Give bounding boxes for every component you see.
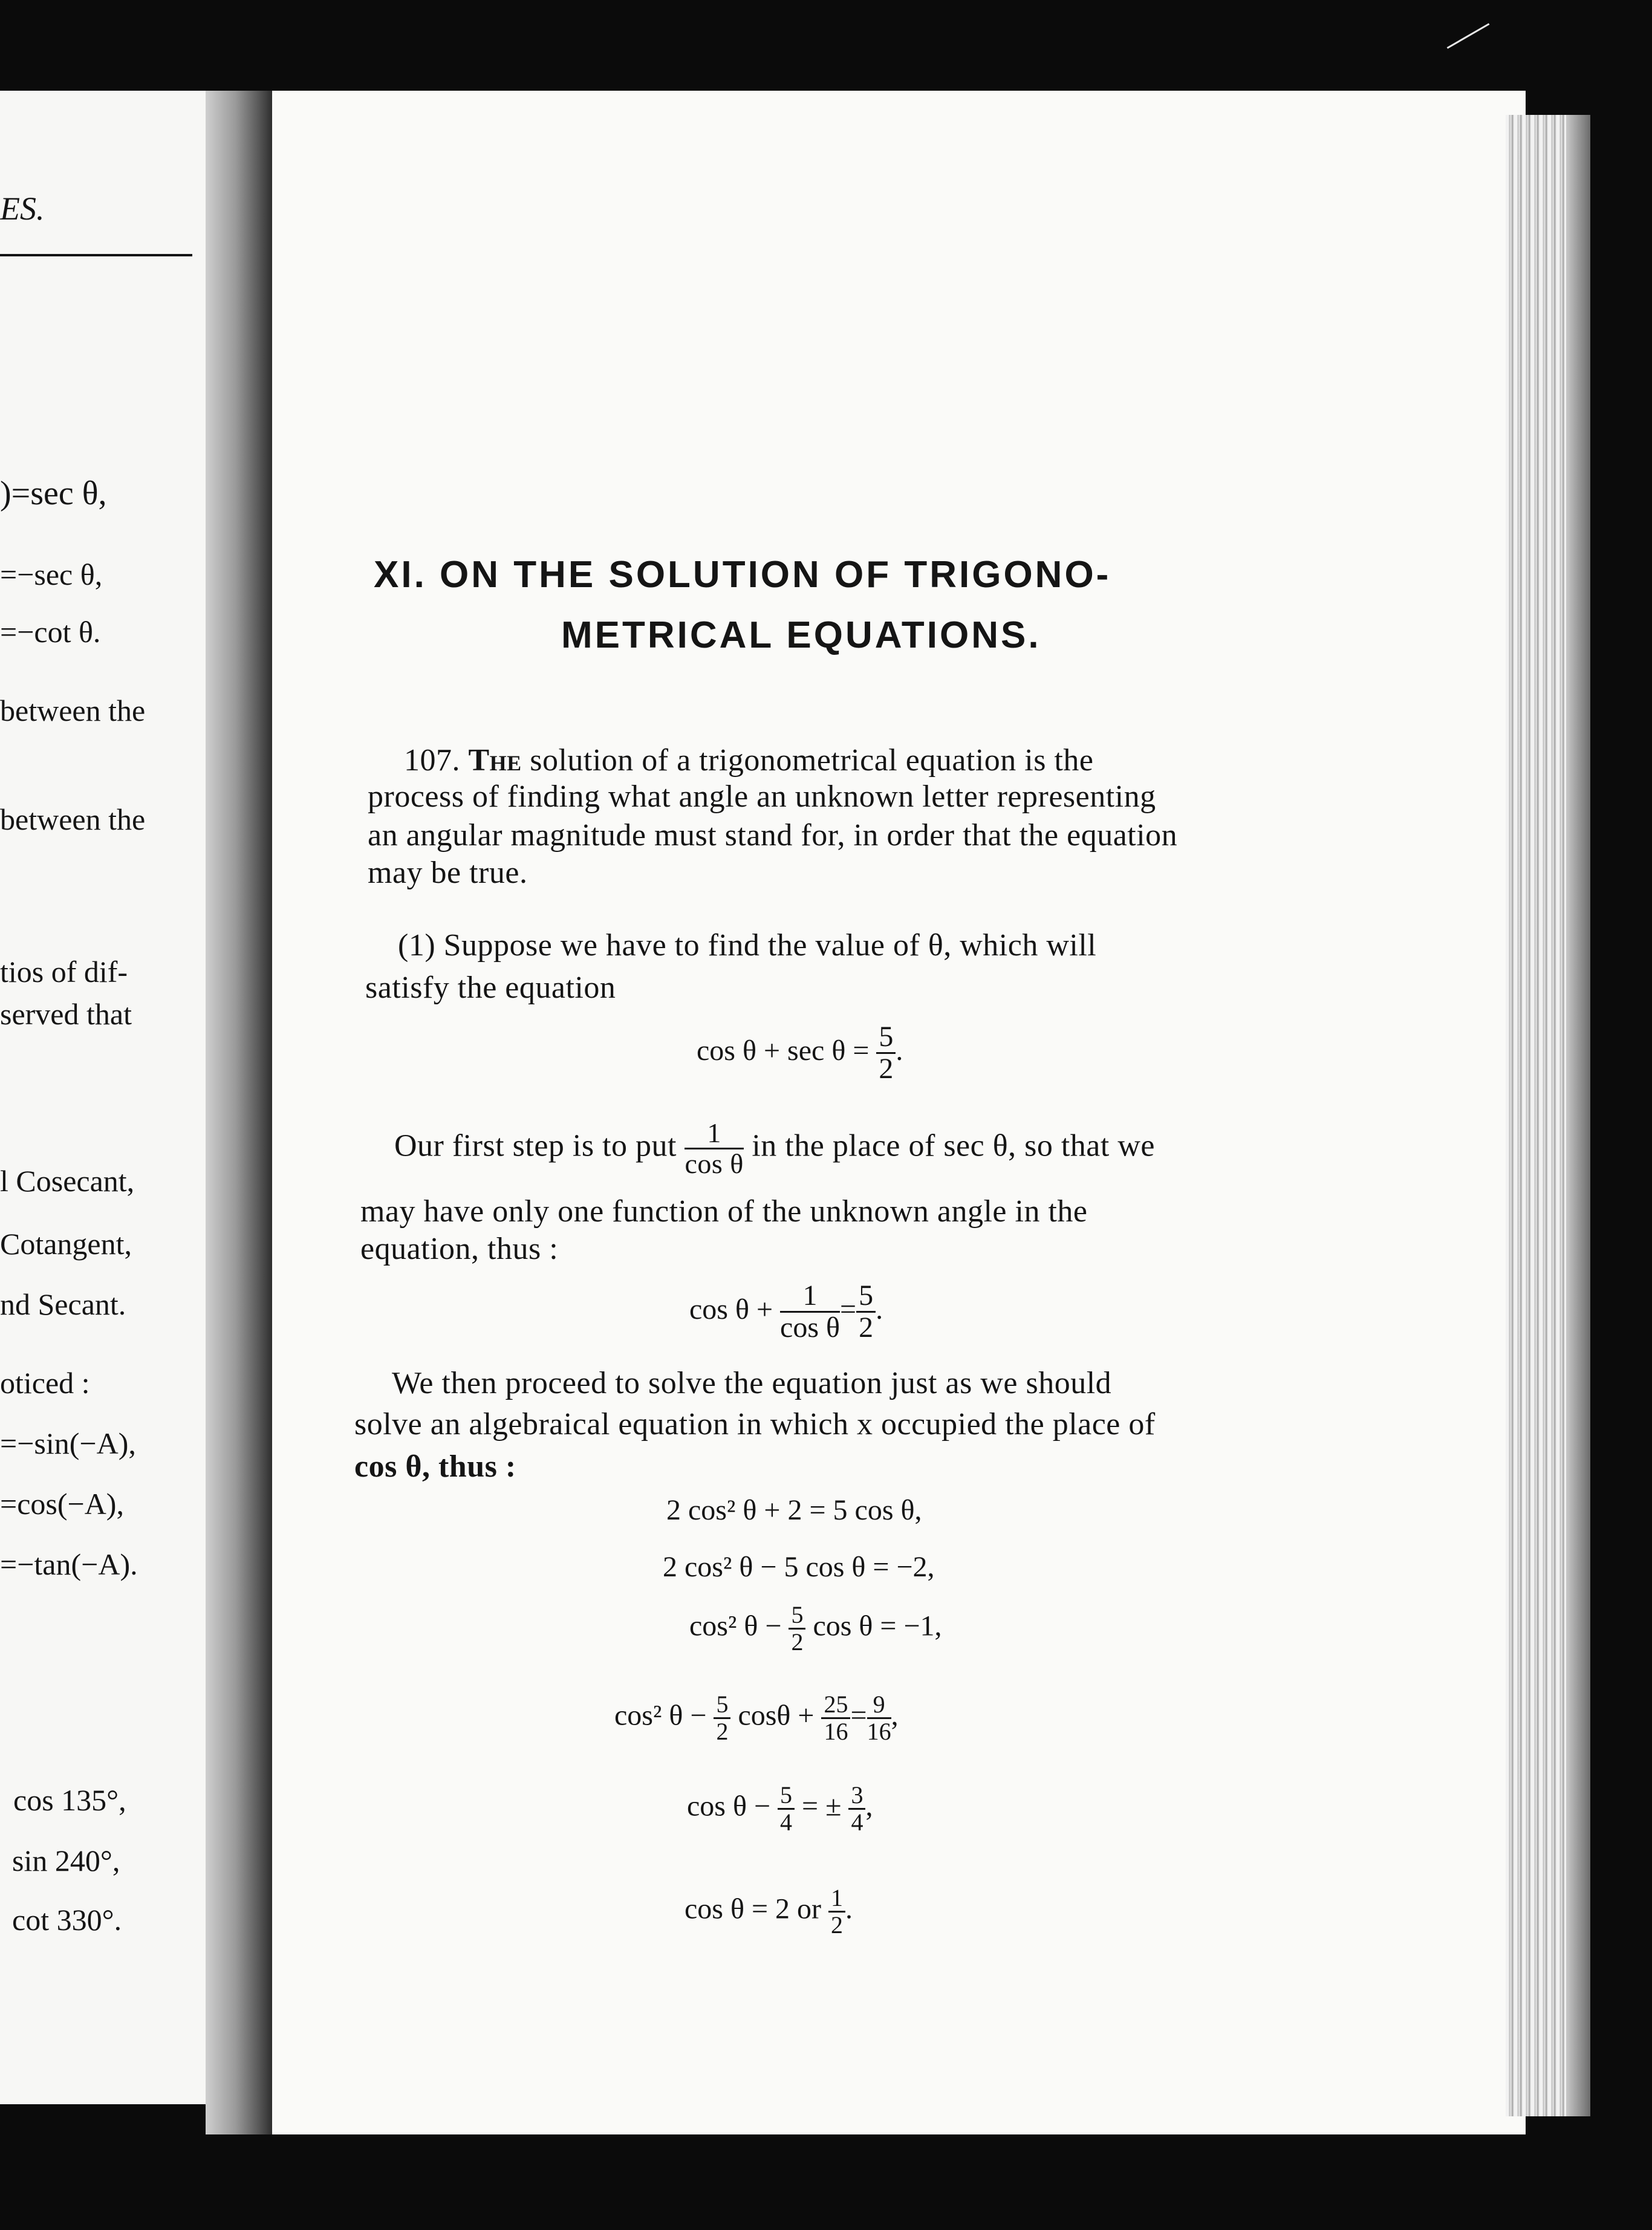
paragraph-line: process of finding what angle an unknown letter representing [368, 779, 1156, 814]
paragraph-line: may be true. [368, 856, 528, 890]
left-line: cot 330°. [12, 1903, 122, 1937]
left-line: between the [0, 694, 146, 727]
paragraph-line: satisfy the equation [365, 970, 616, 1005]
left-line: )=sec θ, [0, 475, 107, 512]
left-line: =−sin(−A), [0, 1426, 136, 1460]
book-gutter [206, 91, 272, 2134]
paragraph-line [404, 745, 1094, 776]
paragraph-line: (1) Suppose we have to find the value of θ, which will [398, 928, 1097, 963]
fraction: $\frac{5}{2}$ [789, 1602, 805, 1655]
left-line: =−sec θ, [0, 558, 103, 591]
equation-end: . [896, 1034, 903, 1067]
chapter-heading: XI. ON THE SOLUTION OF TRIGONO- [374, 554, 1111, 596]
solution-step: cos θ = 2 or $\frac{1}{2}$ . [685, 1884, 853, 1939]
fraction: $\frac{5}{2}$ [856, 1281, 876, 1344]
equals-sign: = [840, 1293, 857, 1325]
left-line: tios of dif- [0, 955, 128, 989]
left-line: =−cot θ. [0, 615, 101, 649]
fraction: $\frac{1}{2}$ [828, 1885, 845, 1938]
left-line: l Cosecant, [0, 1164, 135, 1198]
left-line: nd Secant. [0, 1287, 126, 1321]
equation-end: . [876, 1293, 883, 1325]
fraction: $\frac{5}{4}$ [778, 1783, 795, 1835]
fraction: $\frac{1}{\text{cos θ}}$ [780, 1279, 841, 1344]
equation [697, 1022, 903, 1085]
book-edge [1566, 115, 1590, 2116]
solution-step: cos θ − $\frac{5}{4}$ = ± $\frac{3}{4}$ , [687, 1781, 873, 1836]
left-line: oticed : [0, 1366, 90, 1400]
fraction: $\frac{3}{4}$ [848, 1783, 865, 1835]
left-line: Cotangent, [0, 1227, 132, 1261]
left-line: =−tan(−A). [0, 1547, 138, 1581]
left-line: =cos(−A), [0, 1487, 124, 1521]
paragraph-text: in the place of sec θ, so that we [752, 1128, 1155, 1163]
section-number: 107. [404, 743, 460, 778]
paragraph-text: solution of a trigonometrical equation is the [530, 743, 1094, 778]
equation-lhs: cos θ + [689, 1293, 773, 1325]
fraction: $\frac{5}{2}$ [876, 1022, 896, 1085]
paragraph-line [394, 1119, 1155, 1179]
fraction: $\frac{5}{2}$ [714, 1692, 730, 1744]
solution-step: 2 cos² θ + 2 = 5 cos θ, [666, 1494, 922, 1526]
lead-word: The [468, 743, 522, 778]
fraction: $\frac{1}{\text{cos θ}}$ [685, 1117, 744, 1180]
paragraph-line: equation, thus : [360, 1232, 559, 1266]
paragraph-line: cos θ, thus : [354, 1449, 516, 1484]
solution-step: 2 cos² θ − 5 cos θ = −2, [663, 1551, 935, 1583]
fraction: $\frac{9}{16}$ [867, 1691, 891, 1745]
paragraph-line: an angular magnitude must stand for, in order that the equation [368, 818, 1178, 853]
right-page [271, 91, 1526, 2134]
left-line: served that [0, 997, 132, 1031]
paragraph-line: solve an algebraical equation in which x occupied the place of [354, 1407, 1156, 1442]
scan-mark [1447, 23, 1490, 49]
paragraph-line: We then proceed to solve the equation just as we should [392, 1366, 1112, 1400]
left-line: between the [0, 802, 146, 836]
chapter-heading-line2: METRICAL EQUATIONS. [561, 614, 1041, 656]
equation [689, 1281, 883, 1344]
left-page-rule [0, 254, 192, 256]
solution-step: cos² θ − $\frac{5}{2}$ cos θ = −1, [689, 1601, 942, 1656]
paragraph-text: Our first step is to put [394, 1128, 677, 1163]
equation-lhs: cos θ + sec θ = [697, 1034, 870, 1067]
solution-step: cos² θ − $\frac{5}{2}$ cosθ + $\frac{25}{16}$ = $\frac{9}{16}$ , [614, 1691, 899, 1745]
paragraph-line: may have only one function of the unknown angle in the [360, 1194, 1088, 1229]
left-page-header: ES. [0, 190, 45, 227]
fraction: $\frac{25}{16}$ [821, 1692, 850, 1744]
left-line: cos 135°, [13, 1783, 126, 1817]
left-line: sin 240°, [12, 1844, 120, 1877]
